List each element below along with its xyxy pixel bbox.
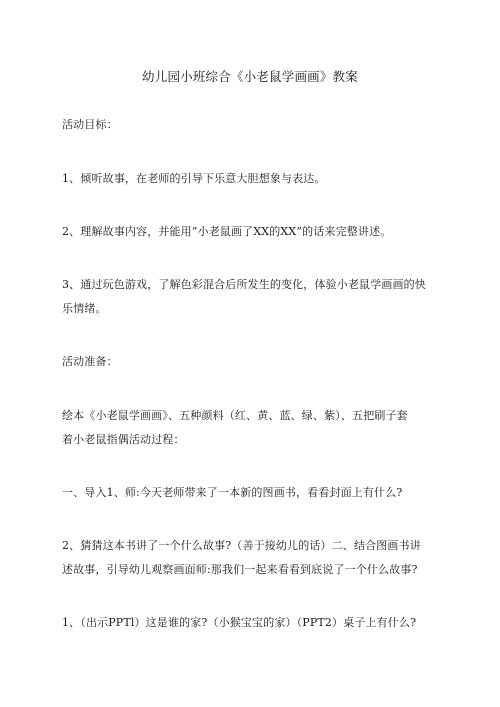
text-line: 1、（出示PPTl）这是谁的家?（小猴宝宝的家）（PPT2）桌子上有什么? xyxy=(62,616,417,629)
text-line: 1、倾听故事，在老师的引导下乐意大胆想象与表达。 xyxy=(62,172,326,185)
paragraph-goal-1 xyxy=(62,167,444,191)
text-line: 述故事，引导幼儿观察画面师:那我们一起来看看到底说了一个什么故事? xyxy=(62,563,418,576)
text-line: 一、导入1、师:今天老师带来了一本新的图画书，看看封面上有什么? xyxy=(62,486,403,499)
document-title: 幼儿园小班综合《小老鼠学画画》教案 xyxy=(142,69,358,84)
text-line: 2、猜猜这本书讲了一个什么故事?（善于接幼儿的话）二、结合图画书讲 xyxy=(62,539,421,552)
text-line: 活动目标： xyxy=(62,118,118,131)
paragraph-materials xyxy=(62,404,444,452)
text-line: 2、理解故事内容，并能用”小老鼠画了XX的XX”的话来完整讲述。 xyxy=(62,225,392,238)
paragraph-story xyxy=(62,534,444,582)
paragraph-preparation-heading xyxy=(62,350,444,374)
text-line: 乐情绪。 xyxy=(62,302,107,315)
paragraph-intro xyxy=(62,481,444,505)
text-line: 着小老鼠指偶活动过程： xyxy=(62,433,185,446)
paragraph-goal-3 xyxy=(62,273,444,321)
paragraph-ppt xyxy=(62,611,444,635)
paragraph-activity-goals-heading xyxy=(62,113,444,137)
text-line: 活动准备： xyxy=(62,355,118,368)
text-line: 绘本《小老鼠学画画》、五种颜料（红、黄、蓝、绿、紫）、五把刷子套 xyxy=(62,409,408,422)
text-line: 3、通过玩色游戏，了解色彩混合后所发生的变化，体验小老鼠学画画的快 xyxy=(62,278,426,291)
paragraph-goal-2 xyxy=(62,220,444,244)
